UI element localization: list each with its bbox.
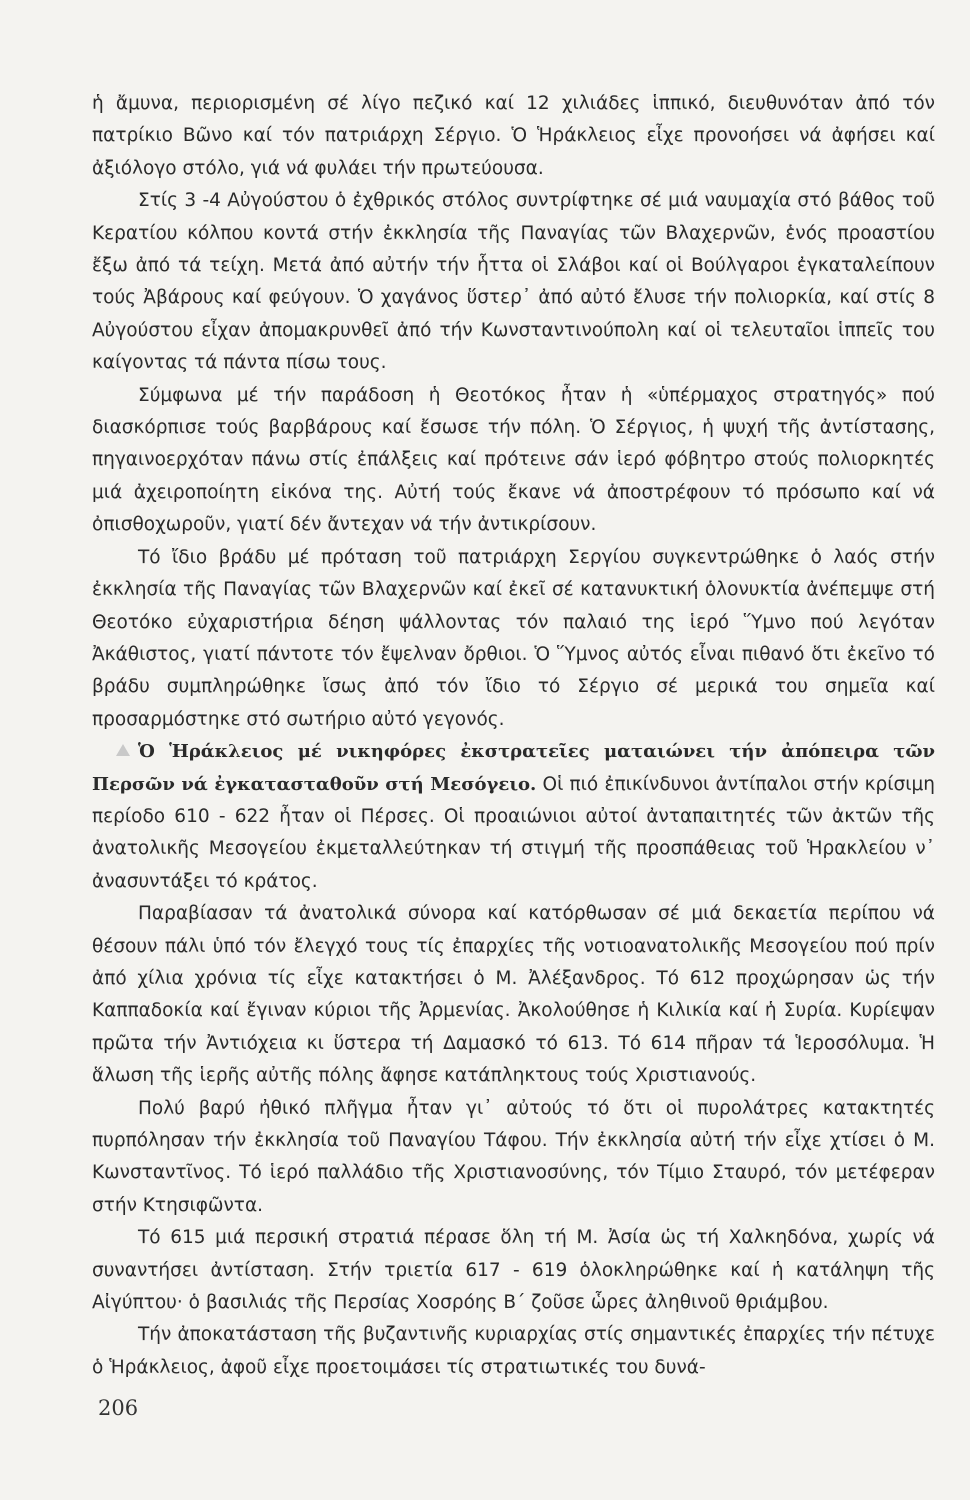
- page-number: 206: [98, 1396, 139, 1420]
- section-paragraph: [92, 736, 935, 898]
- paragraph-3: Σύμφωνα μέ τήν παράδοση ἡ Θεοτόκος ἦταν ἡ «ὑπέρμαχος στρατηγός» πού διασκόρπισε τούς βαρβάρους καί ἔσωσε τήν πόλη. Ὁ Σέργιος, ἡ ψυχή τῆς ἀντίστασης, πηγαινοερχόταν πάνω στίς ἐπάλξεις καί πρότεινε σάν ἱερό φόβητρο στούς πολιορκητές μιά ἀχειροποίητη εἰκόνα της. Αὐτή τούς ἔκανε νά ἀποστρέφουν τό πρόσωπο καί νά ὀπισθοχωροῦν, γιατί δέν ἄντεχαν νά τήν ἀντικρίσουν.: [92, 384, 935, 536]
- paragraph-6: Πολύ βαρύ ἠθικό πλῆγμα ἦταν γι᾽ αὐτούς τό ὅτι οἱ πυρολάτρες κατακτητές πυρπόλησαν τήν ἐκκλησία τοῦ Παναγίου Τάφου. Τήν ἐκκλησία αὐτή τήν εἶχε χτίσει ὁ Μ. Κωνσταντῖνος. Τό ἱερό παλλάδιο τῆς Χριστιανοσύνης, τόν Τίμιο Σταυρό, τόν μετέφεραν στήν Κτησιφῶντα.: [92, 1097, 935, 1216]
- section-intro: Οἱ πιό ἐπικίνδυνοι ἀντίπαλοι στήν κρίσιμη περίοδο 610 - 622 ἦταν οἱ Πέρσες. Οἱ προαιώνιοι αὐτοί ἀνταπαιτητές τῶν ἀκτῶν τῆς ἀνατολικῆς Μεσογείου ἐκμεταλλεύτηκαν τή στιγμή τῆς προσπάθειας τοῦ Ἡρακλείου ν᾽ ἀνασυντάξει τό κράτος.: [92, 773, 935, 892]
- section-heading: Ὁ Ἡράκλειος μέ νικηφόρες ἐκστρατεῖες ματαιώνει τήν ἀπόπειρα τῶν Περσῶν νά ἐγκατασταθοῦν στή Μεσόγειο.: [92, 741, 935, 795]
- paragraph-5: Παραβίασαν τά ἀνατολικά σύνορα καί κατόρθωσαν σέ μιά δεκαετία περίπου νά θέσουν πάλι ὑπό τόν ἔλεγχό τους τίς ἐπαρχίες τῆς νοτιοανατολικῆς Μεσογείου πού πρίν ἀπό χίλια χρόνια τίς εἶχε κατακτήσει ὁ Μ. Ἀλέξανδρος. Τό 612 προχώρησαν ὡς τήν Καππαδοκία καί ἔγιναν κύριοι τῆς Ἀρμενίας. Ἀκολούθησε ἡ Κιλικία καί ἡ Συρία. Κυρίεψαν πρῶτα τήν Ἀντιόχεια κι ὕστερα τή Δαμασκό τό 613. Τό 614 πῆραν τά Ἱεροσόλυμα. Ἡ ἅλωση τῆς ἱερῆς αὐτῆς πόλης ἄφησε κατάπληκτους τούς Χριστιανούς.: [92, 903, 935, 1087]
- paragraph-1: ἡ ἄμυνα, περιορισμένη σέ λίγο πεζικό καί 12 χιλιάδες ἱππικό, διευθυνόταν ἀπό τόν πατρίκιο Βῶνο καί τόν πατριάρχη Σέργιο. Ὁ Ἡράκλειος εἶχε προνοήσει νά ἀφήσει καί ἀξιόλογο στόλο, γιά νά φυλάει τήν πρωτεύουσα.: [92, 93, 935, 179]
- paragraph-7: Τό 615 μιά περσική στρατιά πέρασε ὅλη τή Μ. Ἀσία ὡς τή Χαλκηδόνα, χωρίς νά συναντήσει ἀντίσταση. Στήν τριετία 617 - 619 ὁλοκληρώθηκε καί ἡ κατάληψη τῆς Αἰγύπτου· ὁ βασιλιάς τῆς Περσίας Χοσρόης Β´ ζοῦσε ὧρες ἀληθινοῦ θριάμβου.: [92, 1227, 935, 1314]
- paragraph-4: Τό ἴδιο βράδυ μέ πρόταση τοῦ πατριάρχη Σεργίου συγκεντρώθηκε ὁ λαός στήν ἐκκλησία τῆς Παναγίας τῶν Βλαχερνῶν καί ἐκεῖ σέ κατανυκτική ὁλονυκτία ἀνέπεμψε στή Θεοτόκο εὐχαριστήρια δέηση ψάλλοντας τόν παλαιό της ἱερό Ὕμνο πού λεγόταν Ἀκάθιστος, γιατί πάντοτε τόν ἔψελναν ὄρθιοι. Ὁ Ὕμνος αὐτός εἶναι πιθανό ὅτι ἐκεῖνο τό βράδυ συμπληρώθηκε ἴσως ἀπό τόν ἴδιο τό Σέργιο σέ μερικά του σημεῖα καί προσαρμόστηκε στό σωτήριο αὐτό γεγονός.: [92, 546, 935, 730]
- paragraph-2: Στίς 3 -4 Αὐγούστου ὁ ἐχθρικός στόλος συντρίφτηκε σέ μιά ναυμαχία στό βάθος τοῦ Κερατίου κόλπου κοντά στήν ἐκκλησία τῆς Παναγίας τῶν Βλαχερνῶν, ἑνός προαστίου ἔξω ἀπό τά τείχη. Μετά ἀπό αὐτήν τήν ἧττα οἱ Σλάβοι καί οἱ Βούλγαροι ἐγκαταλείπουν τούς Ἀβάρους καί φεύγουν. Ὁ χαγάνος ὕστερ᾽ ἀπό αὐτό ἔλυσε τήν πολιορκία, καί στίς 8 Αὐγούστου εἶχαν ἀπομακρυνθεῖ ἀπό τήν Κωνσταντινούπολη καί οἱ τελευταῖοι ἱππεῖς του καίγοντας τά πάντα πίσω τους.: [92, 190, 935, 374]
- paragraph-8: Τήν ἀποκατάσταση τῆς βυζαντινῆς κυριαρχίας στίς σημαντικές ἐπαρχίες τήν πέτυχε ὁ Ἡράκλειος, ἀφοῦ εἶχε προετοιμάσει τίς στρατιωτικές του δυνά-: [92, 1324, 935, 1378]
- triangle-marker-icon: [116, 744, 130, 756]
